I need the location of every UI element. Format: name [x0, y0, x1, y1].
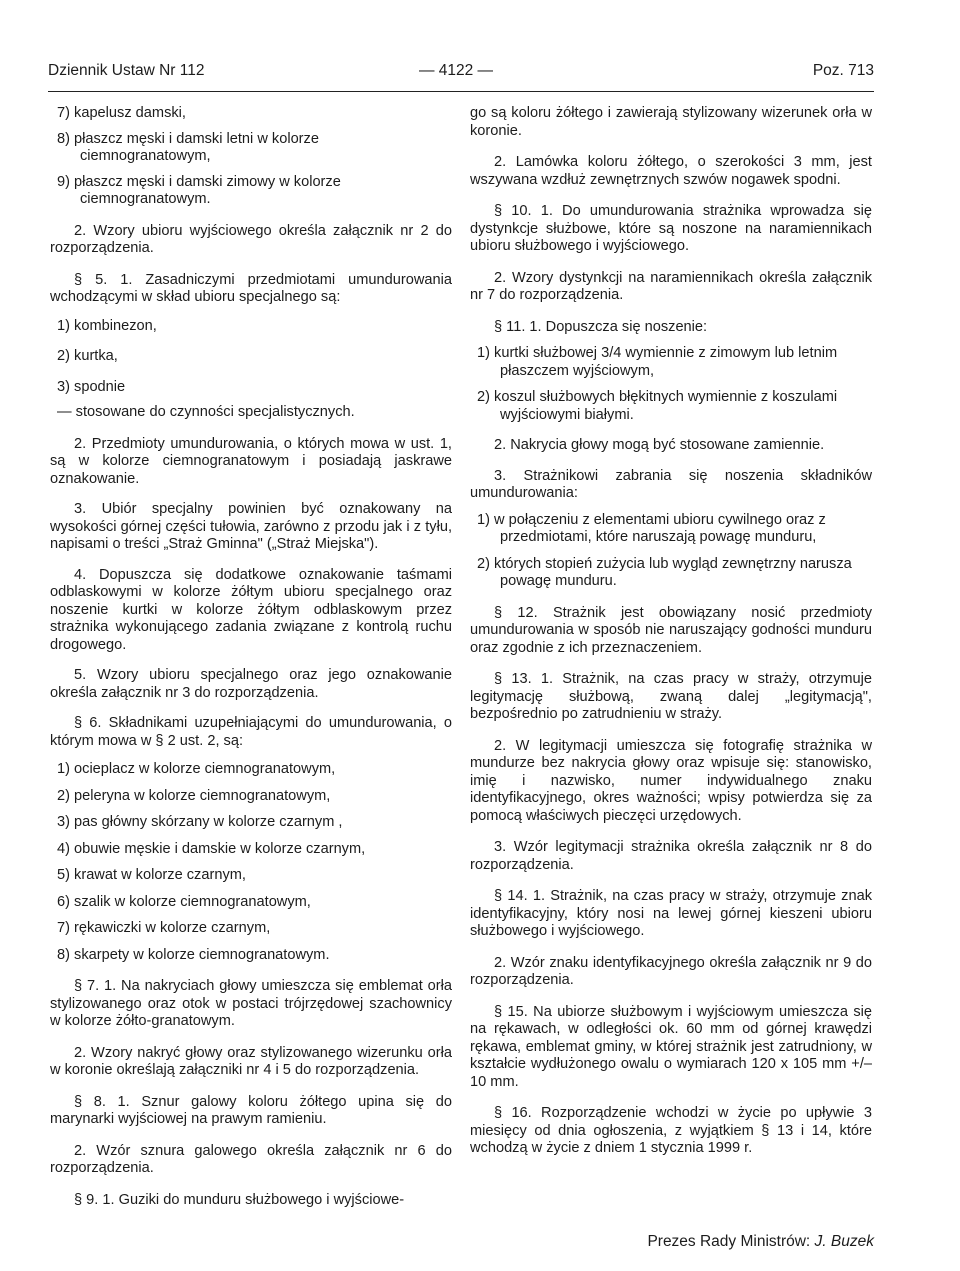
position-number: Poz. 713: [812, 62, 874, 79]
paragraph: go są koloru żółtego i zawierają stylizowany wizerunek orła w koronie.: [470, 105, 872, 139]
left-column: [50, 105, 452, 1220]
paragraph: 3. Wzór legitymacji strażnika określa załącznik nr 8 do rozporządzenia.: [470, 839, 872, 873]
paragraph: 1) kurtki służbowej 3/4 wymiennie z zimowym lub letnim płaszczem wyjściowym,: [477, 345, 838, 379]
paragraph: 2. Wzory ubioru wyjściowego określa załącznik nr 2 do rozporządzenia.: [50, 222, 452, 256]
paragraph: 3) spodnie: [57, 378, 126, 395]
header-rule: [48, 91, 874, 92]
paragraph: 3. Ubiór specjalny powinien być oznakowany na wysokości górnej części tułowia, zarówno z przodu jak i z tyłu, napisami o treści „Straż Gminna" („Straż Miejska").: [50, 501, 452, 552]
paragraph: 2) koszul służbowych błękitnych wymiennie z koszulami wyjściowymi białymi.: [477, 389, 838, 423]
paragraph: § 13. 1. Strażnik, na czas pracy w straży, otrzymuje legitymację służbową, zwaną dalej „legitymacją", bezpośrednio po zatrudnieniu w straży.: [470, 671, 872, 722]
paragraph: 7) kapelusz damski,: [57, 105, 186, 121]
paragraph: 2. Wzory dystynkcji na naramiennikach określa załącznik nr 7 do rozporządzenia.: [470, 269, 872, 303]
paragraph: 4) obuwie męskie i damskie w kolorze czarnym,: [57, 840, 366, 857]
paragraph: 5) krawat w kolorze czarnym,: [57, 867, 246, 883]
paragraph: 1) w połączeniu z elementami ubioru cywilnego oraz z przedmiotami, które naruszają powagę munduru,: [477, 511, 826, 545]
paragraph: 2. Nakrycia głowy mogą być stosowane zamiennie.: [494, 437, 825, 453]
paragraph: § 9. 1. Guziki do munduru służbowego i wyjściowe-: [74, 1191, 405, 1208]
page-number: — 4122 —: [418, 62, 494, 79]
paragraph: 2) peleryna w kolorze ciemnogranatowym,: [57, 787, 331, 804]
paragraph: 2) których stopień zużycia lub wygląd zewnętrzny narusza powagę munduru.: [477, 555, 852, 589]
paragraph: § 7. 1. Na nakryciach głowy umieszcza się emblemat orła stylizowanego oraz otok w postaci trójrzędowej szachownicy w kolorze żółto-granatowym.: [50, 978, 452, 1029]
paragraph: 8) skarpety w kolorze ciemnogranatowym.: [57, 946, 330, 963]
right-column: [470, 105, 872, 1169]
paragraph: — stosowane do czynności specjalistycznych.: [57, 404, 355, 420]
signature-name: J. Buzek: [814, 1233, 874, 1250]
paragraph: § 11. 1. Dopuszcza się noszenie:: [494, 318, 708, 335]
paragraph: 8) płaszcz męski i damski letni w kolorze ciemnogranatowym,: [57, 130, 319, 164]
paragraph: § 14. 1. Strażnik, na czas pracy w straży, otrzymuje znak identyfikacyjny, który nosi na lewej górnej kieszeni ubioru służbowego i wyjściowego.: [470, 888, 872, 939]
paragraph: 5. Wzory ubioru specjalnego oraz jego oznakowanie określa załącznik nr 3 do rozporządzenia.: [50, 667, 452, 701]
paragraph: 2. W legitymacji umieszcza się fotografię strażnika w mundurze bez nakrycia głowy oraz wpisuje się: stanowisko, imię i nazwisko, numer indywidualnego znaku identyfikacyjnego, okres ważności; wpisy potwierdza się za pomocą właściwych pieczęci urzędowych.: [470, 737, 872, 824]
paragraph: § 10. 1. Do umundurowania strażnika wprowadza się dystynkcje służbowe, które są noszone na naramiennikach ubioru służbowego i wyjściowego.: [470, 203, 872, 254]
signature-title: Prezes Rady Ministrów:: [647, 1233, 815, 1250]
paragraph: § 6. Składnikami uzupełniającymi do umundurowania, o którym mowa w § 2 ust. 2, są:: [50, 715, 452, 749]
paragraph: 9) płaszcz męski i damski zimowy w kolorze ciemnogranatowym.: [57, 173, 341, 207]
paragraph: 1) kombinezon,: [57, 317, 157, 334]
page-header: [48, 62, 874, 86]
paragraph: § 8. 1. Sznur galowy koloru żółtego upina się do marynarki wyjściowej na prawym ramieniu.: [50, 1093, 452, 1127]
paragraph: § 12. Strażnik jest obowiązany nosić przedmioty umundurowania w sposób nie naruszający godności munduru oraz zgodnie z ich przeznaczeniem.: [470, 604, 872, 656]
paragraph: 2. Wzory nakryć głowy oraz stylizowanego wizerunku orła w koronie określają załączniki nr 4 i 5 do rozporządzenia.: [50, 1044, 452, 1078]
paragraph: 7) rękawiczki w kolorze czarnym,: [57, 920, 271, 936]
paragraph: 3) pas główny skórzany w kolorze czarnym ,: [57, 814, 343, 830]
paragraph: 6) szalik w kolorze ciemnogranatowym,: [57, 893, 311, 910]
paragraph: 3. Strażnikowi zabrania się noszenia składników umundurowania:: [470, 467, 872, 501]
journal-title: Dziennik Ustaw Nr 112: [48, 62, 205, 79]
paragraph: § 16. Rozporządzenie wchodzi w życie po upływie 3 miesięcy od dnia ogłoszenia, z wyjątkiem § 13 i 14, które wchodzą w życie z dniem 1 stycznia 1999 r.: [470, 1105, 872, 1156]
paragraph: 1) ocieplacz w kolorze ciemnogranatowym,: [57, 761, 336, 777]
paragraph: 2. Lamówka koloru żółtego, o szerokości 3 mm, jest wszywana wzdłuż zewnętrznych szwów nogawek spodni.: [470, 154, 872, 188]
paragraph: 4. Dopuszcza się dodatkowe oznakowanie taśmami odblaskowymi w kolorze żółtym ubioru specjalnego oraz noszenie kurtki w kolorze żółtym odblaskowym przez strażnika wykonującego zadania związane z kontrolą ruchu drogowego.: [50, 566, 452, 653]
paragraph: 2. Wzór znaku identyfikacyjnego określa załącznik nr 9 do rozporządzenia.: [470, 954, 872, 988]
signature: [647, 1233, 874, 1251]
paragraph: § 5. 1. Zasadniczymi przedmiotami umundurowania wchodzącymi w skład ubioru specjalnego są:: [50, 271, 452, 305]
paragraph: 2. Wzór sznura galowego określa załącznik nr 6 do rozporządzenia.: [50, 1142, 452, 1176]
paragraph: § 15. Na ubiorze służbowym i wyjściowym umieszcza się na rękawach, w odległości ok. 60 mm od górnej krawędzi rękawa, emblemat gminy, w której strażnik jest zatrudniony, w kształcie wydłużonego owalu o wymiarach 120 x 105 mm +/– 10 mm.: [470, 1003, 872, 1090]
paragraph: 2) kurtka,: [57, 348, 118, 364]
paragraph: 2. Przedmioty umundurowania, o których mowa w ust. 1, są w kolorze ciemnogranatowym i posiadają jaskrawe oznakowanie.: [50, 435, 452, 487]
